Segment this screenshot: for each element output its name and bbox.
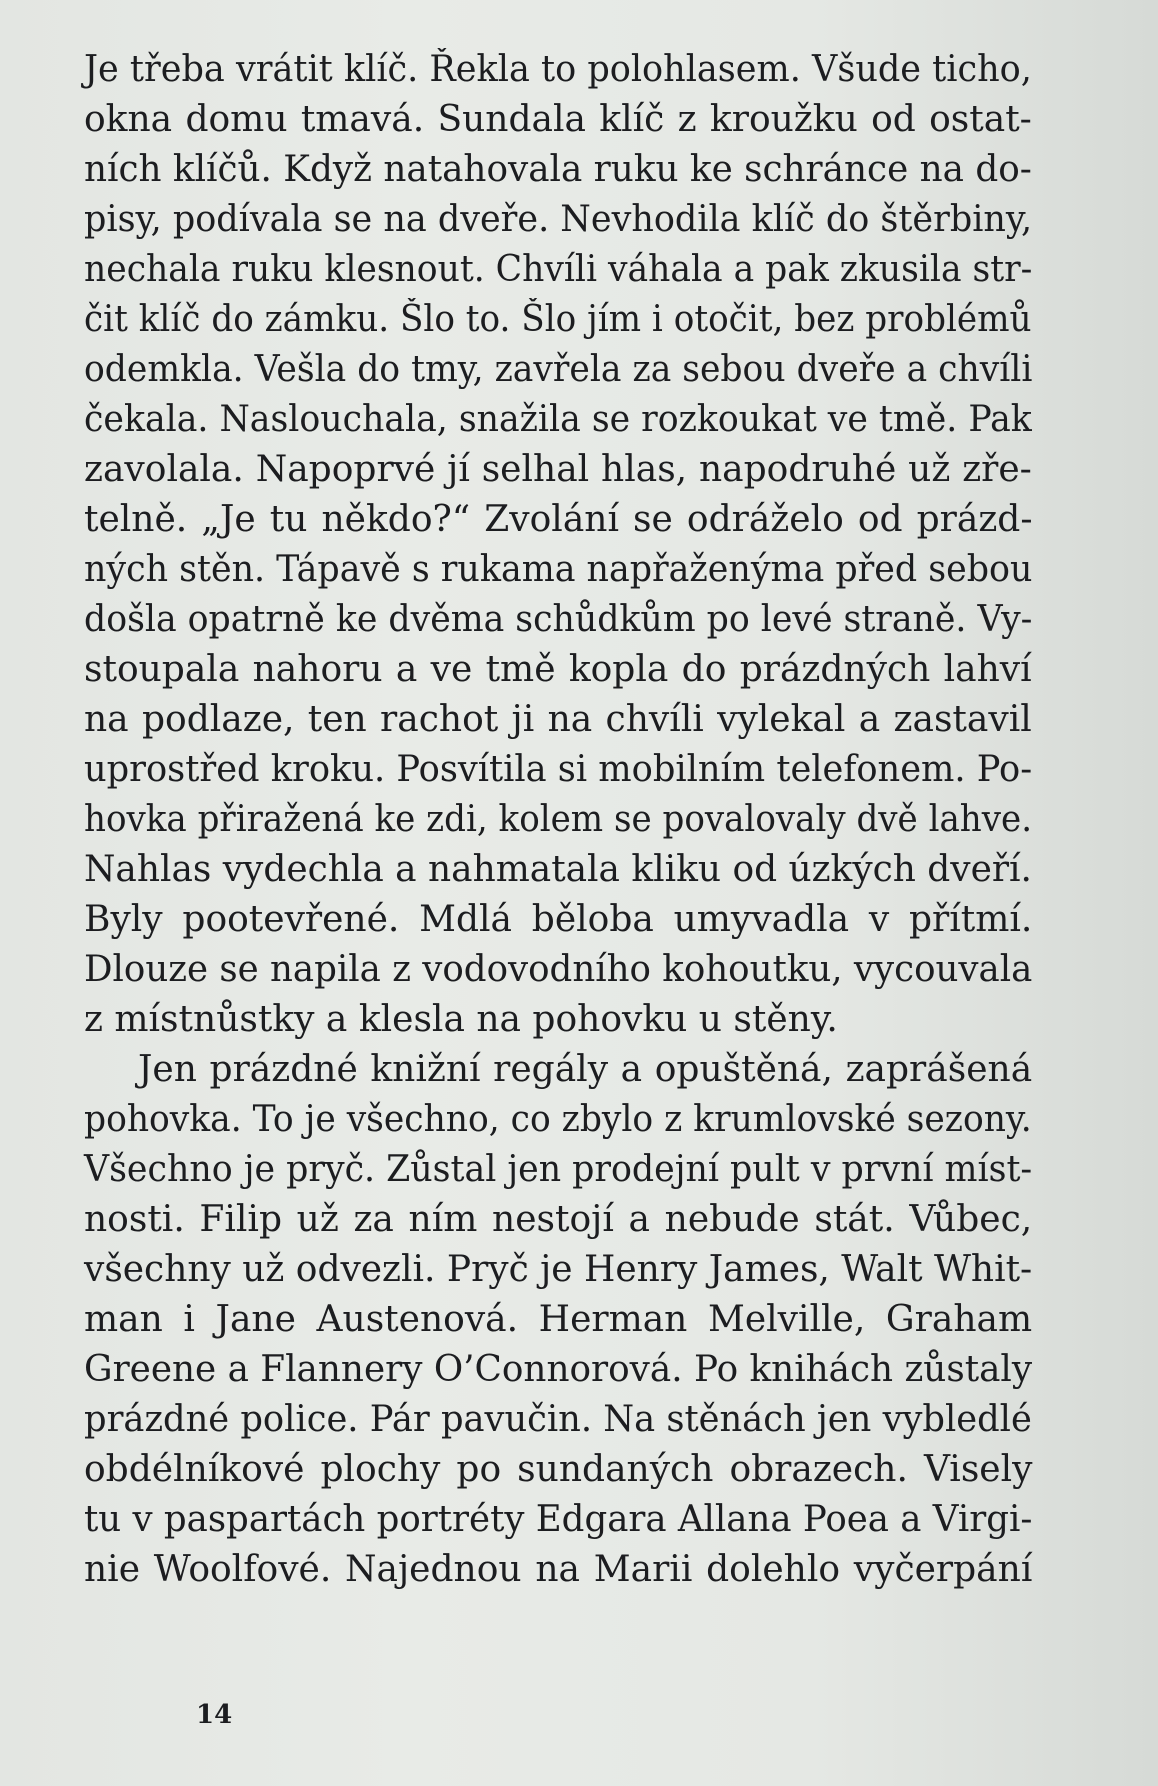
text-line: man i Jane Austenová. Herman Melville, Graham [84, 1299, 1033, 1340]
text-line: prázdné police. Pár pavučin. Na stěnách jen vybledlé [84, 1399, 1032, 1440]
text-line: čit klíč do zámku. Šlo to. Šlo jím i otočit, bez problémů [84, 299, 1032, 340]
page-number: 14 [196, 1700, 233, 1730]
text-line: pisy, podívala se na dveře. Nevhodila klíč do štěrbiny, [84, 199, 1033, 240]
text-line: zavolala. Napoprvé jí selhal hlas, napodruhé už zře- [84, 449, 1032, 490]
text-line: Je třeba vrátit klíč. Řekla to polohlasem. Všude ticho, [84, 49, 1032, 90]
text-line: čekala. Naslouchala, snažila se rozkoukat ve tmě. Pak [84, 399, 1032, 440]
text-line: nie Woolfové. Najednou na Marii dolehlo vyčerpání [84, 1549, 1033, 1590]
text-line: obdélníkové plochy po sundaných obrazech. Visely [84, 1449, 1033, 1490]
text-line: ných stěn. Tápavě s rukama napřaženýma před sebou [84, 549, 1033, 590]
text-line: okna domu tmavá. Sundala klíč z kroužku od ostat- [84, 99, 1032, 140]
text-line: hovka přiražená ke zdi, kolem se povalovaly dvě lahve. [84, 799, 1033, 840]
text-line: nechala ruku klesnout. Chvíli váhala a pak zkusila str- [84, 249, 1033, 290]
text-line: Nahlas vydechla a nahmatala kliku od úzkých dveří. [84, 849, 1032, 890]
text-line: tu v paspartách portréty Edgara Allana Poea a Virgi- [84, 1499, 1033, 1540]
text-line: na podlaze, ten rachot ji na chvíli vylekal a zastavil [84, 699, 1032, 740]
text-line: Byly pootevřené. Mdlá běloba umyvadla v přítmí. [84, 899, 1033, 940]
text-line: Všechno je pryč. Zůstal jen prodejní pult v první míst- [84, 1149, 1033, 1190]
text-line: Greene a Flannery O’Connorová. Po knihách zůstaly [84, 1349, 1033, 1390]
text-line: došla opatrně ke dvěma schůdkům po levé straně. Vy- [84, 599, 1033, 640]
text-line: nosti. Filip už za ním nestojí a nebude stát. Vůbec, [84, 1199, 1033, 1240]
text-line: telně. „Je tu někdo?“ Zvolání se odráželo od prázd- [84, 499, 1033, 540]
text-line: z místnůstky a klesla na pohovku u stěny. [84, 999, 838, 1040]
text-line: uprostřed kroku. Posvítila si mobilním telefonem. Po- [84, 749, 1033, 790]
text-line: Dlouze se napila z vodovodního kohoutku, vycouvala [84, 949, 1033, 990]
text-line: odemkla. Vešla do tmy, zavřela za sebou dveře a chvíli [84, 349, 1033, 390]
text-line: ních klíčů. Když natahovala ruku ke schránce na do- [84, 149, 1032, 190]
text-line: stoupala nahoru a ve tmě kopla do prázdných lahví [84, 649, 1032, 690]
paragraph-start-line: Jen prázdné knižní regály a opuštěná, zaprášená [138, 1049, 1033, 1090]
text-line: pohovka. To je všechno, co zbylo z krumlovské sezony. [84, 1099, 1032, 1140]
text-line: všechny už odvezli. Pryč je Henry James, Walt Whit- [84, 1249, 1033, 1290]
